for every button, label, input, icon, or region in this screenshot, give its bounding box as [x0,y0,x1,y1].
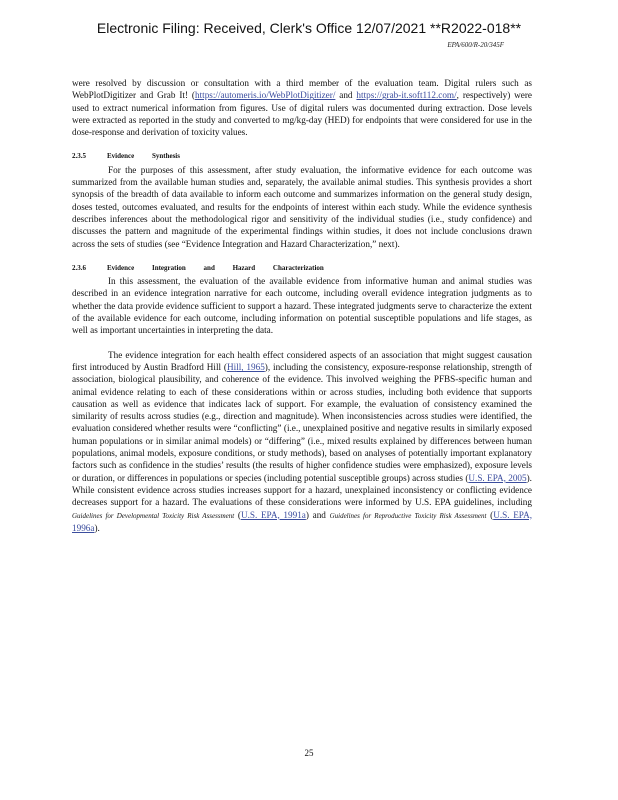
text-run: ), including the consistency, exposure-response relationship, strength of association, biological plausibility, and coherence of the evidence. This involved weighing the PFBS-specific human and animal evidence relating to each of these considerations within or across studies, including both evidence that supports causation as well as evidence that indicates lack of support. For example, the evaluation of consistency examined the similarity of results across studies (e.g., direction and magnitude). When inconsistencies across studies were identified, the evaluation considered whether results were “conflicting” (i.e., unexplained positive and negative results in similarly exposed human populations or in similar animal models) or “differing” (i.e., mixed results explained by differences between human populations, animal models, exposure conditions, or study methods), based on analyses of potentially important explanatory factors such as confidence in the studies’ results (the results of higher confidence studies were emphasized), exposure levels or duration, or differences in populations or species (including potential susceptible groups) across studies ( [72,361,532,483]
text-run: , respectively) were used to extract numerical information from figures. Use of digital rulers was documented during extraction. Dose levels were extracted as reported in the study and converted to mg/kg-day (HED) for endpoints that were considered for use in the dose-response and derivation of toxicity values. [72,90,532,138]
section-heading-2-3-6 [72,262,532,274]
text-run: The evidence integration for each health effect considered aspects of an association that might suggest causation first introduced by Austin Bradford Hill ( [72,349,532,372]
paragraph-evidence-synthesis: For the purposes of this assessment, after study evaluation, the informative evidence for each outcome was summarized from the available human studies and, separately, the available animal studies. This synthesis provides a short synopsis of the breadth of data available to inform each outcome and summarizes information on the general study design, doses tested, outcomes evaluated, and results for the endpoints of interest within each study. While the evidence synthesis describes inferences about the methodological rigor and sensitivity of the individual studies (i.e., study confidence) and discusses the pattern and magnitude of the experimental findings within studies, it does not include conclusions drawn across the sets of studies (see “Evidence Integration and Hazard Characterization,” next). [72,164,532,249]
webplotdigitizer-link[interactable]: https://automeris.io/WebPlotDigitizer/ [195,90,336,101]
section-title: Evidence Synthesis [107,152,180,161]
text-run: were resolved by discussion or consultation with a third member of the evaluation team. Digital rulers such as WebPlotDigitizer and Grab It! ( [72,78,532,101]
page-number: 25 [304,748,314,758]
text-run: ). [94,522,100,533]
section-number: 2.3.5 [72,152,86,161]
citation-epa-1991a-link[interactable]: U.S. EPA, 1991a [240,509,306,520]
text-run: ( [234,509,241,520]
page-body [72,77,532,534]
section-heading-2-3-5 [72,150,532,162]
paragraph-causation-considerations [72,349,532,534]
paragraph-data-extraction [72,77,532,138]
text-run: and [335,90,357,101]
citation-hill-1965-link[interactable]: Hill, 1965 [226,361,265,372]
citation-epa-1996a-link[interactable]: U.S. EPA, 1996a [72,509,533,533]
text-run: ) and [305,509,330,520]
guideline-title: Guidelines for Developmental Toxicity Risk Assessment [72,511,235,520]
section-number: 2.3.6 [72,263,86,272]
guideline-title: Guidelines for Reproductive Toxicity Risk Assessment [329,511,487,520]
section-title: Evidence Integration and Hazard Characterization [107,263,324,272]
text-run: ( [486,509,494,520]
citation-epa-2005-link[interactable]: U.S. EPA, 2005 [468,472,527,483]
paragraph-evidence-integration: In this assessment, the evaluation of the available evidence from informative human and animal studies was described in an evidence integration narrative for each outcome, including overall evidence integration judgments as to whether the data provide evidence sufficient to support a hazard. These integrated judgments serve to characterize the extent of the available evidence for each outcome, including information on potential susceptible populations and life stages, as well as important uncertainties in interpreting the data. [72,276,532,336]
document-id: EPA/600/R-20/345F [447,41,504,49]
grab-it-link[interactable]: https://grab-it.soft112.com/ [356,90,457,101]
text-run: ). While consistent evidence across studies increases support for a hazard, unexplained inconsistency or conflicting evidence decreases support for a hazard. The evaluations of these considerations were informed by U.S. EPA guidelines, including [72,472,532,508]
filing-banner: Electronic Filing: Received, Clerk's Office 12/07/2021 **R2022-018** [96,20,522,36]
